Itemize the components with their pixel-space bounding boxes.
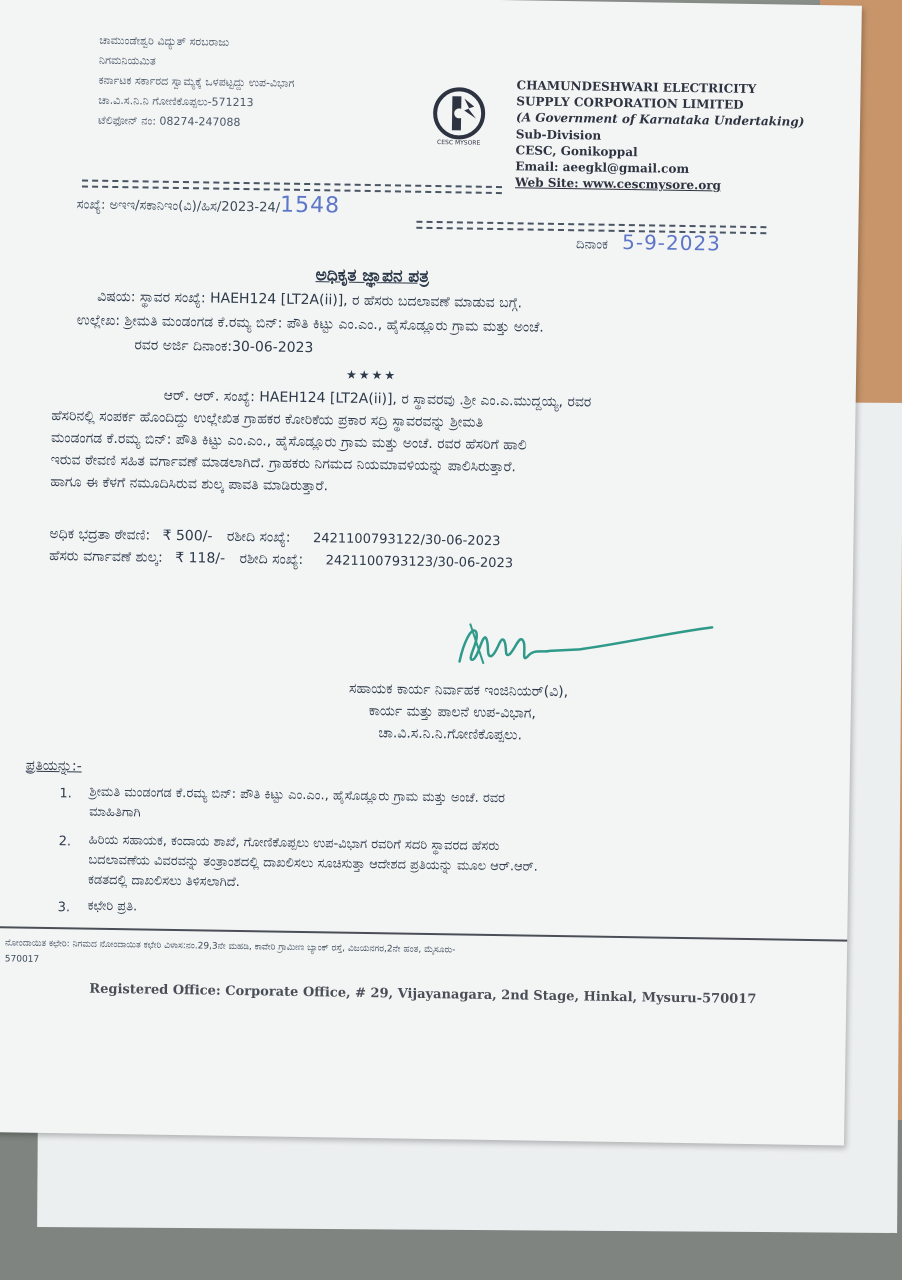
footer-kannada-line: 570017 xyxy=(4,954,40,965)
svg-text:CESC MYSORE: CESC MYSORE xyxy=(437,139,481,147)
header-kannada-line: ಟೆಲಿಫೋನ್ ನಂ: 08274-247088 xyxy=(97,113,241,129)
reference-number: ಸಂಖ್ಯೆ: ಅಇಇ/ಸಕಾನಿಇಂ(ವಿ)/ಹಿಸ/2023-24/1548 xyxy=(76,192,341,219)
subject-line: ವಿಷಯ: ಸ್ಥಾವರ ಸಂಖ್ಯೆ: HAEH124 [LT2A(ii)], ರ ಹೆಸರು ಬದಲಾವಣೆ ಮಾಡುವ ಬಗ್ಗೆ. xyxy=(97,288,523,312)
stars-separator: ★★★★ xyxy=(345,367,398,383)
body-line: ಹಾಗೂ ಈ ಕೆಳಗೆ ನಮೂದಿಸಿರುವ ಶುಲ್ಕ ಪಾವತಿ ಮಾಡಿರುತ್ತಾರೆ. xyxy=(50,474,329,495)
header-english-line: CHAMUNDESHWARI ELECTRICITY xyxy=(516,78,757,97)
header-kannada-line: ಕರ್ನಾಟಕ ಸರ್ಕಾರದ ಸ್ವಾಮ್ಯಕ್ಕೆ ಒಳಪಟ್ಟದ್ದು ಉಪ-ವಿಭಾಗ xyxy=(98,73,295,90)
copy-line: ಕಡತದಲ್ಲಿ ದಾಖಲಿಸಲು ತಿಳಿಸಲಾಗಿದೆ. xyxy=(87,872,240,891)
header-english-line: Email: aeegkl@gmail.com xyxy=(515,159,690,177)
footer-kannada-line: ನೋಂದಾಯಿತ ಕಛೇರಿ: ನಿಗಮದ ನೋಂದಾಯಿತ ಕಛೇರಿ ವಿಳಾಸ:ನಂ.29,3ನೇ ಮಹಡಿ, ಕಾವೇರಿ ಗ್ರಾಮೀಣ ಬ್ಯಾಂಕ್ ರಸ್ತೆ, ವಿಜಯನಗರ,2ನೇ ಹಂತ, ಮೈಸೂರು- xyxy=(4,938,456,956)
fee-row: ಅಧಿಕ ಭದ್ರತಾ ಠೇವಣಿ: ₹ 500/- ರಶೀದಿ ಸಂಖ್ಯೆ: 2421100793122/30-06-2023 xyxy=(49,526,501,550)
footer-registered-office: Registered Office: Corporate Office, # 29, Vijayanagara, 2nd Stage, Hinkal, Mysuru-570017 xyxy=(89,981,757,1008)
signatory-line: ಸಹಾಯಕ ಕಾರ್ಯ ನಿರ್ವಾಹಕ ಇಂಜಿನಿಯರ್(ವಿ), xyxy=(348,680,569,701)
signatory-line: ಚಾ.ವಿ.ಸ.ನಿ.ನಿ.ಗೋಣಿಕೊಪ್ಪಲು. xyxy=(378,725,523,744)
copy-number: 1. xyxy=(59,786,72,802)
body-line: ಹೆಸರಿನಲ್ಲಿ ಸಂಪರ್ಕ ಹೊಂದಿದ್ದು ಉಲ್ಲೇಖಿತ ಗ್ರಾಹಕರ ಕೋರಿಕೆಯ ಪ್ರಕಾರ ಸದ್ರಿ ಸ್ಥಾವರವನ್ನು ಶ್ರೀಮತಿ xyxy=(51,408,484,431)
header-kannada-line: ನಿಗಮನಿಯಮಿತ xyxy=(98,53,156,68)
memo-title: ಅಧಿಕೃತ ಜ್ಞಾಪನ ಪತ್ರ xyxy=(315,265,430,287)
header-english-line: (A Government of Karnataka Undertaking) xyxy=(515,110,805,129)
header-english-line: SUPPLY CORPORATION LIMITED xyxy=(516,94,744,112)
header-english-line: Web Site: www.cescmysore.org xyxy=(514,175,722,193)
header-english-line: CESC, Gonikoppal xyxy=(515,143,638,160)
body-line: ಇರುವ ಠೇವಣಿ ಸಹಿತ ವರ್ಗಾವಣೆ ಮಾಡಲಾಗಿದೆ. ಗ್ರಾಹಕರು ನಿಗಮದ ನಿಯಮಾವಳಿಯನ್ನು ಪಾಲಿಸಿರುತ್ತಾರೆ. xyxy=(50,452,517,476)
copy-number: 3. xyxy=(57,900,71,916)
application-date-line: ರವರ ಅರ್ಜಿ ದಿನಾಂಕ:30-06-2023 xyxy=(134,337,314,357)
copy-line: ಮಾಹಿತಿಗಾಗಿ xyxy=(89,804,141,821)
header-english-line: Sub-Division xyxy=(515,127,602,143)
copy-line: ಬದಲಾವಣೆಯ ವಿವರವನ್ನು ತಂತ್ರಾಂಶದಲ್ಲಿ ದಾಖಲಿಸಲು ಸೂಚಿಸುತ್ತಾ ಆದೇಶದ ಪ್ರತಿಯನ್ನು ಮೂಲ ಆರ್.ಆರ್. xyxy=(88,852,538,875)
copy-number: 2. xyxy=(58,834,72,850)
header-kannada-line: ಚಾಮುಂಡೇಶ್ವರಿ ವಿದ್ಯುತ್ ಸರಬರಾಜು xyxy=(99,33,230,49)
body-line: ಆರ್. ಆರ್. ಸಂಖ್ಯೆ: HAEH124 [LT2A(ii)], ರ ಸ್ಥಾವರವು .ಶ್ರೀ ಎಂ.ಎ.ಮುದ್ದಯ್ಯ, ರವರ xyxy=(163,387,592,411)
fee-row: ಹೆಸರು ವರ್ಗಾವಣೆ ಶುಲ್ಕ: ₹ 118/- ರಶೀದಿ ಸಂಖ್ಯೆ: 2421100793123/30-06-2023 xyxy=(49,547,514,572)
reference-date-handwritten: 5-9-2023 xyxy=(621,229,722,256)
copy-line: ಹಿರಿಯ ಸಹಾಯಕ, ಕಂದಾಯ ಶಾಖೆ, ಗೋಣಿಕೊಪ್ಪಲು ಉಪ-ವಿಭಾಗ ರವರಿಗೆ ಸದರಿ ಸ್ಥಾವರದ ಹೆಸರು xyxy=(88,832,500,855)
signatory-line: ಕಾರ್ಯ ಮತ್ತು ಪಾಲನೆ ಉಪ-ವಿಭಾಗ, xyxy=(368,703,536,722)
body-line: ಮಂಡಂಗಡ ಕೆ.ರಮ್ಯ ಬಿನ್: ಪೌತಿ ಕಿಟ್ಟು ಎಂ.ಎಂ., ಹೈಸೊಡ್ಲೂರು ಗ್ರಾಮ ಮತ್ತು ಅಂಚೆ. ರವರ ಹೆಸರಿಗೆ ಹಾಲಿ xyxy=(50,430,527,454)
copy-line: ಕಛೇರಿ ಪ್ರತಿ. xyxy=(87,898,138,915)
reference-number-handwritten: 1548 xyxy=(279,192,341,219)
signature-image xyxy=(449,611,720,685)
reference-date: ದಿನಾಂಕ 5-9-2023 xyxy=(575,229,722,256)
reference-line: ಉಲ್ಲೇಖ: ಶ್ರೀಮತಿ ಮಂಡಂಗಡ ಕೆ.ರಮ್ಯ ಬಿನ್: ಪೌತಿ ಕಿಟ್ಟು ಎಂ.ಎಂ., ಹೈಸೊಡ್ಲೂರು ಗ್ರಾಮ ಮತ್ತು ಅಂಚೆ. xyxy=(76,312,544,336)
cesc-logo-icon xyxy=(428,84,491,147)
header-kannada-line: ಚಾ.ವಿ.ಸ.ನಿ.ನಿ ಗೋಣಿಕೊಪ್ಪಲು-571213 xyxy=(98,93,254,110)
footer-divider xyxy=(0,926,847,942)
copy-line: ಶ್ರೀಮತಿ ಮಂಡಂಗಡ ಕೆ.ರಮ್ಯ ಬಿನ್: ಪೌತಿ ಕಿಟ್ಟು ಎಂ.ಎಂ., ಹೈಸೊಡ್ಲೂರು ಗ್ರಾಮ ಮತ್ತು ಅಂಚೆ. ರವರ xyxy=(89,784,506,807)
copies-title: ಪ್ರತಿಯನ್ನು:- xyxy=(25,757,82,775)
